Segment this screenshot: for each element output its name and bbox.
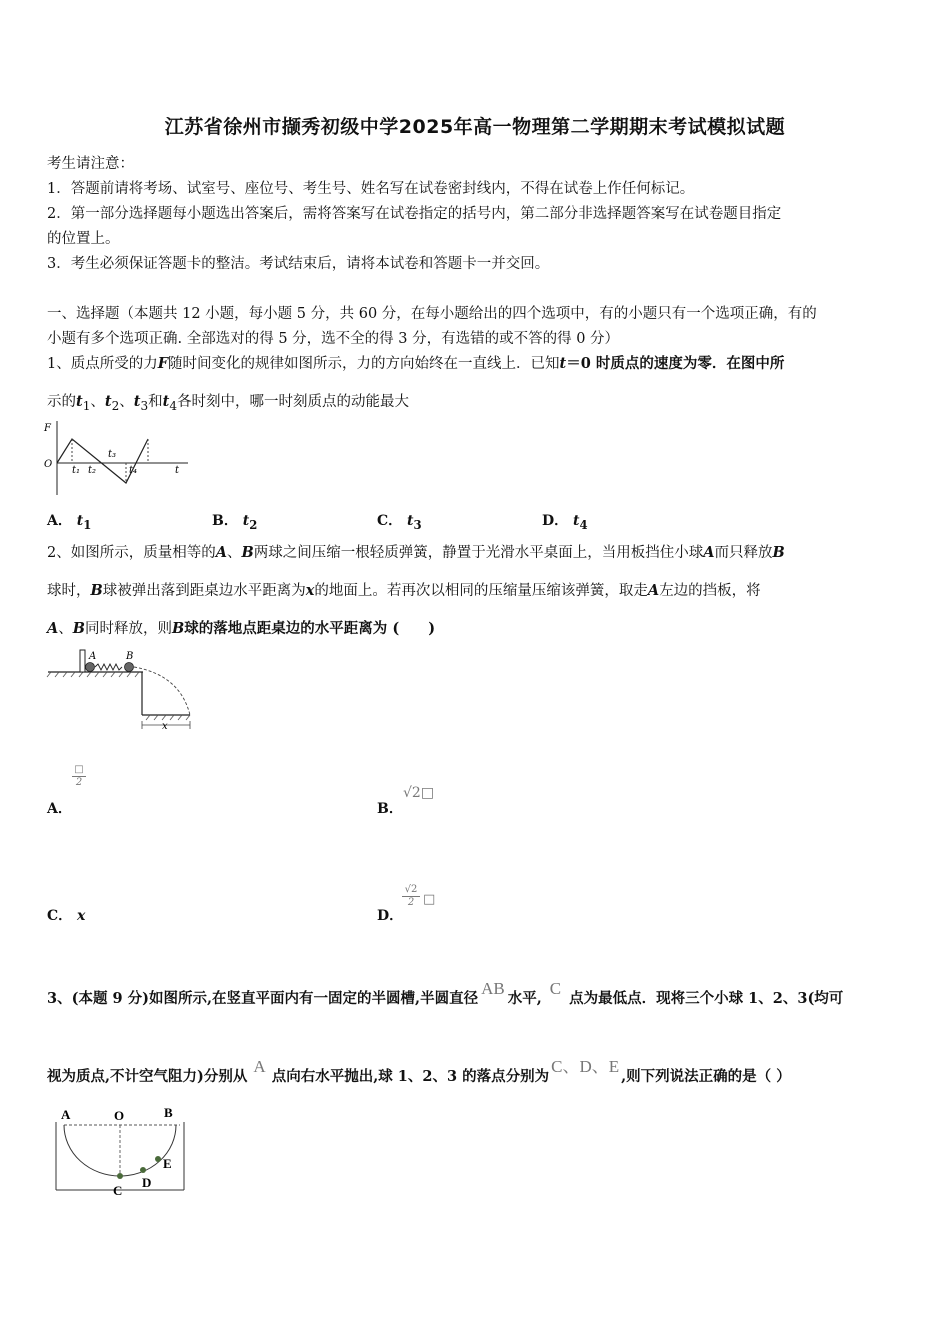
ball-label-B: B bbox=[126, 651, 134, 662]
q1-text-line2: 示的$t_1$、$t_2$、$t_3$和$t_4$各时刻中，哪一时刻质点的动能最大 bbox=[47, 393, 410, 413]
q2-option-b-value: √2□ bbox=[403, 785, 435, 801]
point-label-C: C bbox=[113, 1183, 123, 1198]
tick-t3: t₃ bbox=[108, 449, 117, 460]
axis-origin-O: O bbox=[44, 459, 53, 470]
q2-text-line3: A、B同时释放，则B球的落地点距桌边的水平距离为 ( ) bbox=[47, 620, 436, 637]
q2-option-d[interactable]: D． bbox=[377, 908, 404, 924]
q1-option-a[interactable]: A． $t_1$ bbox=[47, 513, 92, 532]
point-label-A: A bbox=[61, 1107, 71, 1122]
page-title: 江苏省徐州市撷秀初级中学2025年高一物理第二学期期末考试模拟试题 bbox=[164, 116, 786, 138]
q1-force-time-graph bbox=[40, 415, 200, 500]
q1-text-line1: 1、质点所受的力F随时间变化的规律如图所示，力的方向始终在一直线上．已知t＝0 时质点的速度为零．在图中所 bbox=[47, 355, 785, 372]
q2-option-d-fraction: √2 2 bbox=[402, 884, 420, 909]
q2-option-c[interactable]: C． x bbox=[47, 908, 86, 924]
q3-text-line1: 3、(本题 9 分)如图所示,在竖直平面内有一固定的半圆槽,半圆直径AB水平,C点为最低点．现将三个小球 1、2、3(均可 bbox=[47, 979, 844, 1007]
tick-t4: t₄ bbox=[129, 465, 138, 476]
notice-item: 3．考生必须保证答题卡的整洁。考试结束后，请将本试卷和答题卡一并交回。 bbox=[47, 256, 550, 272]
notice-heading: 考生请注意： bbox=[47, 156, 134, 172]
axis-label-F: F bbox=[44, 423, 51, 434]
notice-item: 1．答题前请将考场、试室号、座位号、考生号、姓名写在试卷密封线内，不得在试卷上作任何标记。 bbox=[47, 181, 695, 197]
q1-option-d[interactable]: D． $t_4$ bbox=[542, 513, 588, 532]
point-label-B: B bbox=[164, 1105, 173, 1120]
q2-option-a[interactable]: A． bbox=[47, 801, 72, 817]
q3-text-line2: 视为质点,不计空气阻力)分别从A点向右水平抛出,球 1、2、3 的落点分别为C、D、E,则下列说法正确的是（ ） bbox=[47, 1057, 791, 1085]
notice-item: 2．第一部分选择题每小题选出答案后，需将答案写在试卷指定的括号内，第二部分非选择题答案写在试卷题目指定 bbox=[47, 206, 782, 222]
q1-option-b[interactable]: B． $t_2$ bbox=[212, 513, 258, 532]
point-label-O: O bbox=[114, 1108, 125, 1123]
q3-semicircle-groove-diagram bbox=[50, 1100, 195, 1200]
q1-option-c[interactable]: C． $t_3$ bbox=[377, 513, 422, 532]
q2-option-a-fraction: □ 2 bbox=[72, 764, 86, 789]
axis-label-t: t bbox=[175, 465, 180, 476]
distance-label-x: x bbox=[162, 721, 168, 732]
point-label-D: D bbox=[142, 1175, 152, 1190]
point-label-E: E bbox=[163, 1156, 172, 1171]
q2-option-b[interactable]: B． bbox=[377, 801, 403, 817]
tick-t1: t₁ bbox=[72, 465, 81, 476]
notice-item: 的位置上。 bbox=[47, 231, 120, 247]
q2-option-d-tail: □ bbox=[423, 892, 436, 907]
tick-t2: t₂ bbox=[88, 465, 97, 476]
q2-text-line2: 球时，B球被弹出落到距桌边水平距离为x的地面上。若再次以相同的压缩量压缩该弹簧，取走A左边的挡板，将 bbox=[47, 582, 761, 599]
section-instructions: 一、选择题（本题共 12 小题，每小题 5 分，共 60 分，在每小题给出的四个选项中，有的小题只有一个选项正确，有的 bbox=[47, 306, 817, 322]
section-instructions-cont: 小题有多个选项正确. 全部选对的得 5 分，选不全的得 3 分，有选错的或不答的得 0 分） bbox=[47, 331, 620, 347]
q2-spring-table-diagram bbox=[45, 645, 205, 735]
q2-text-line1: 2、如图所示，质量相等的A、B两球之间压缩一根轻质弹簧，静置于光滑水平桌面上，当用板挡住小球A而只释放B bbox=[47, 544, 785, 561]
ball-label-A: A bbox=[89, 651, 97, 662]
